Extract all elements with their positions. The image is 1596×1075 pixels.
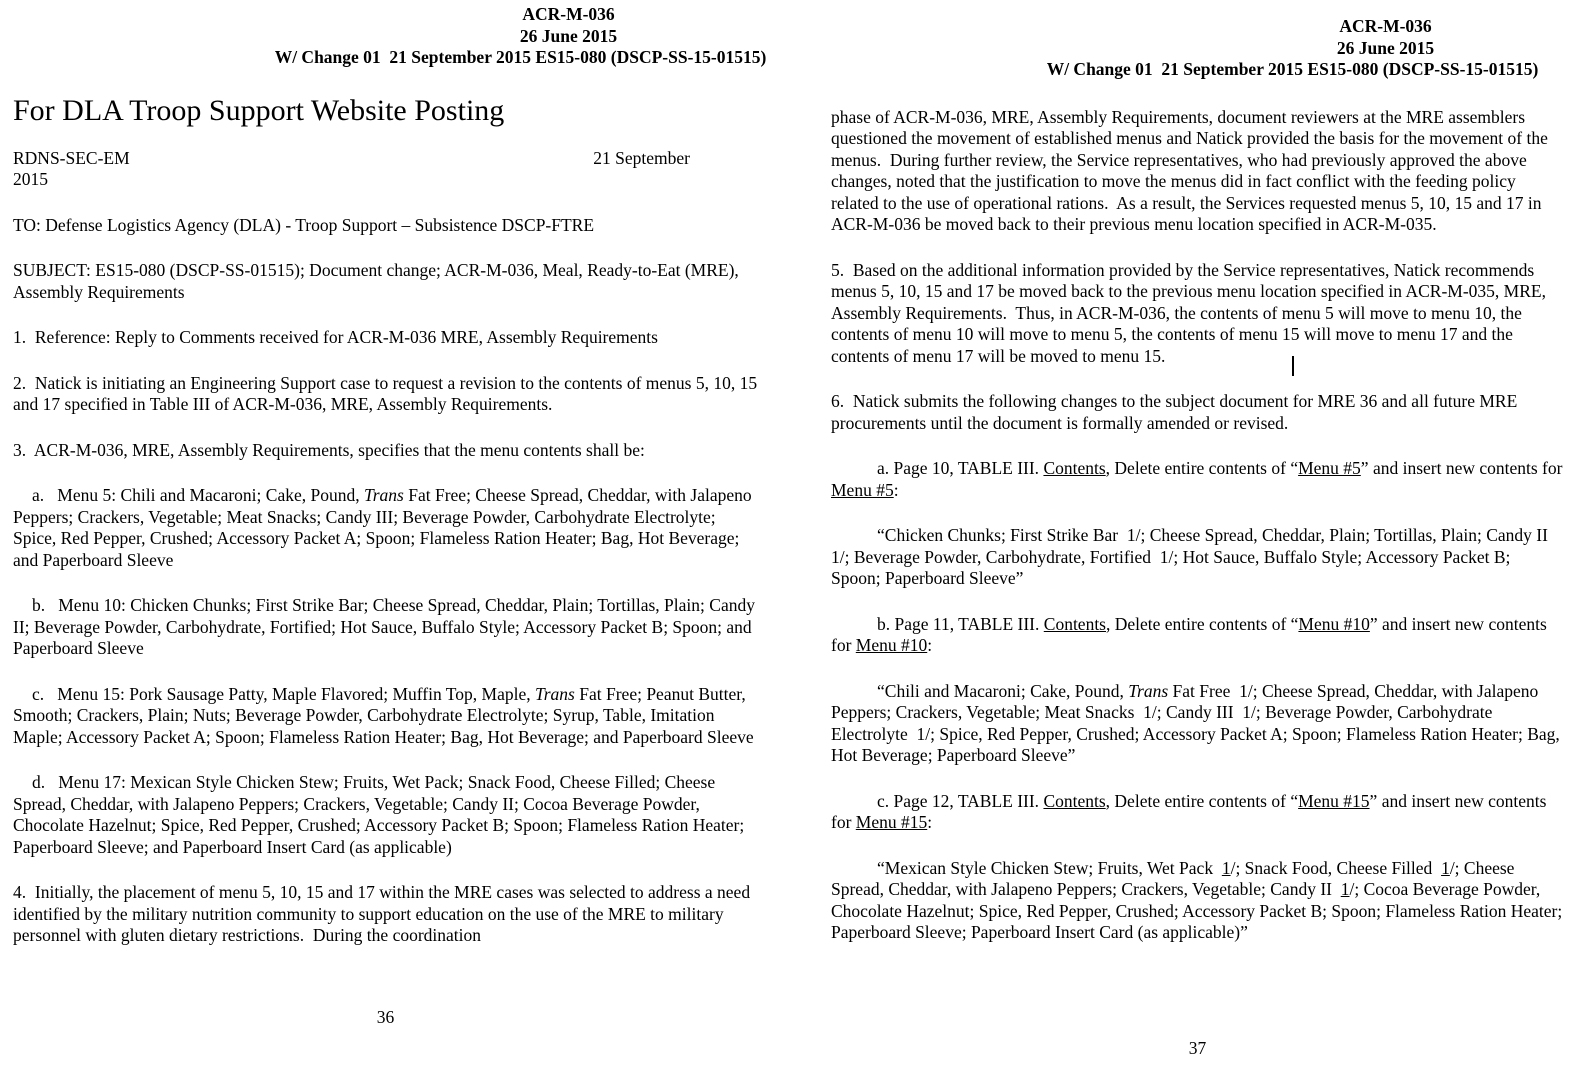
para-2-engineering-support: 2. Natick is initiating an Engineering Support case to request a revision to the contents of menus 5, 10, 15 and 17 specified in Table III of ACR-M-036, MRE, Assembly Requirements. xyxy=(13,372,758,414)
page-36-header xyxy=(148,0,893,69)
menu-17-item: d. Menu 17: Mexican Style Chicken Stew; Fruits, Wet Pack; Snack Food, Cheese Filled; Cheese Spread, Cheddar, with Jalapeno Peppers; Crackers, Vegetable; Candy II; Cocoa Beverage Powder, Chocolate Hazelnut; Spice, Red Pepper, Crushed; Accessory Packet B; Spoon; Flameless Ration Heater; Paperboard Sleeve; and Paperboard Insert Card (as applicable) xyxy=(13,772,745,857)
doc-number: ACR-M-036 xyxy=(522,4,615,24)
text-cursor xyxy=(1292,356,1294,376)
office-symbol-row xyxy=(13,148,758,170)
doc-change-line: W/ Change 01 21 September 2015 ES15-080 (DSCP-SS-15-01515) xyxy=(1046,59,1539,79)
menu-15-new-contents: “Mexican Style Chicken Stew; Fruits, Wet Pack 1/; Snack Food, Cheese Filled 1/; Cheese Spread, Cheddar, with Jalapeno Peppers; Crackers, Vegetable; Candy II 1/; Cocoa Beverage Powder, Chocolate Hazelnut; Spice, Red Pepper, Crushed; Accessory Packet B; Spoon; Flameless Ration Heater; Paperboard Sleeve; Paperboard Insert Card (as applicable)” xyxy=(831,857,1563,942)
para-6-submitted-changes: 6. Natick submits the following changes to the subject document for MRE 36 and all future MRE procurements until the document is formally amended or revised. xyxy=(831,391,1518,433)
page-36-surface[interactable] xyxy=(13,0,767,1075)
to-line: TO: Defense Logistics Agency (DLA) - Troop Support – Subsistence DSCP-FTRE xyxy=(13,214,595,235)
posting-title: For DLA Troop Support Website Posting xyxy=(13,93,505,127)
para-5-recommendation: 5. Based on the additional information provided by the Service representatives, Natick recommends menus 5, 10, 15 and 17 be moved back to the previous menu location specified in ACR-M-035, MRE, Assembly Requirements. Thus, in ACR-M-036, the contents of menu 5 will move to menu 10, the contents of menu 10 will move to menu 5, the contents of menu 15 will move to menu 17 and the contents of menu 17 will be moved to menu 15. xyxy=(831,259,1546,366)
office-symbol: RDNS-SEC-EM xyxy=(13,147,130,168)
para-4-initial-placement: 4. Initially, the placement of menu 5, 10, 15 and 17 within the MRE cases was selected to address a need identified by the military nutrition community to support education on the use of the MRE to military personnel with gluten dietary restrictions. During the coordination xyxy=(13,882,751,945)
memo-date-part2: 2015 xyxy=(13,169,48,189)
page-37-surface[interactable] xyxy=(831,0,1564,1075)
memo-date-part1: 21 September xyxy=(593,147,690,168)
page-37-header xyxy=(926,0,1596,81)
menu-15-item: c. Menu 15: Pork Sausage Patty, Maple Flavored; Muffin Top, Maple, Trans Fat Free; Peanut Butter, Smooth; Crackers, Plain; Nuts; Beverage Powder, Carbohydrate Electrolyte; Syrup, Table, Imitation Maple; Accessory Packet A; Spoon; Flameless Ration Heater; Bag, Hot Beverage; and Paperboard Sleeve xyxy=(13,683,754,747)
menu-5-item: a. Menu 5: Chili and Macaroni; Cake, Pound, Trans Fat Free; Cheese Spread, Cheddar, with Jalapeno Peppers; Crackers, Vegetable; Meat Snacks; Candy III; Beverage Powder, Carbohydrate Electrolyte; Spice, Red Pepper, Crushed; Accessory Packet A; Spoon; Flameless Ration Heater; Bag, Hot Beverage; and Paperboard Sleeve xyxy=(13,485,752,570)
doc-date: 26 June 2015 xyxy=(519,25,618,46)
page-number-37: 37 xyxy=(1188,1038,1207,1058)
menu-10-new-contents: “Chili and Macaroni; Cake, Pound, Trans Fat Free 1/; Cheese Spread, Cheddar, with Jalapeno Peppers; Crackers, Vegetable; Meat Snacks 1/; Candy III 1/; Beverage Powder, Carbohydrate Electrolyte 1/; Spice, Red Pepper, Crushed; Accessory Packet A; Spoon; Flameless Ration Heater; Bag, Hot Beverage; Paperboard Sleeve” xyxy=(831,680,1560,765)
menu-10-item: b. Menu 10: Chicken Chunks; First Strike Bar; Cheese Spread, Cheddar, Plain; Tortillas, Plain; Candy II; Beverage Powder, Carbohydrate, Fortified; Hot Sauce, Buffalo Style; Accessory Packet B; Spoon; and Paperboard Sleeve xyxy=(13,595,755,658)
doc-date: 26 June 2015 xyxy=(1336,37,1435,58)
para-4-continuation: phase of ACR-M-036, MRE, Assembly Requirements, document reviewers at the MRE assemblers questioned the movement of established menus and Natick provided the basis for the movement of the menus. During further review, the Service representatives, who had previously approved the above changes, noted that the justification to move the menus did in fact conflict with the feeding policy related to the use of operational rations. As a result, the Services requested menus 5, 10, 15 and 17 in ACR-M-036 be moved back to their previous menu location specified in ACR-M-035. xyxy=(831,106,1548,234)
doc-change-line: W/ Change 01 21 September 2015 ES15-080 (DSCP-SS-15-01515) xyxy=(274,47,767,67)
doc-number: ACR-M-036 xyxy=(1339,16,1432,36)
change-item-a: a. Page 10, TABLE III. Contents, Delete entire contents of “Menu #5” and insert new contents for Menu #5: xyxy=(831,458,1563,500)
page-number-36: 36 xyxy=(376,1007,395,1027)
para-1-reference: 1. Reference: Reply to Comments received for ACR-M-036 MRE, Assembly Requirements xyxy=(13,327,658,347)
change-item-b: b. Page 11, TABLE III. Contents, Delete entire contents of “Menu #10” and insert new contents for Menu #10: xyxy=(831,613,1547,655)
menu-5-new-contents: “Chicken Chunks; First Strike Bar 1/; Cheese Spread, Cheddar, Plain; Tortillas, Plain; Candy II 1/; Beverage Powder, Carbohydrate, Fortified 1/; Hot Sauce, Buffalo Style; Accessory Packet B; Spoon; Paperboard Sleeve” xyxy=(831,525,1553,588)
subject-line: SUBJECT: ES15-080 (DSCP-SS-01515); Document change; ACR-M-036, Meal, Ready-to-Eat (MRE), Assembly Requirements xyxy=(13,260,739,302)
change-item-c: c. Page 12, TABLE III. Contents, Delete entire contents of “Menu #15” and insert new contents for Menu #15: xyxy=(831,790,1547,832)
para-3-menu-contents-intro: 3. ACR-M-036, MRE, Assembly Requirements, specifies that the menu contents shall be: xyxy=(13,439,645,460)
